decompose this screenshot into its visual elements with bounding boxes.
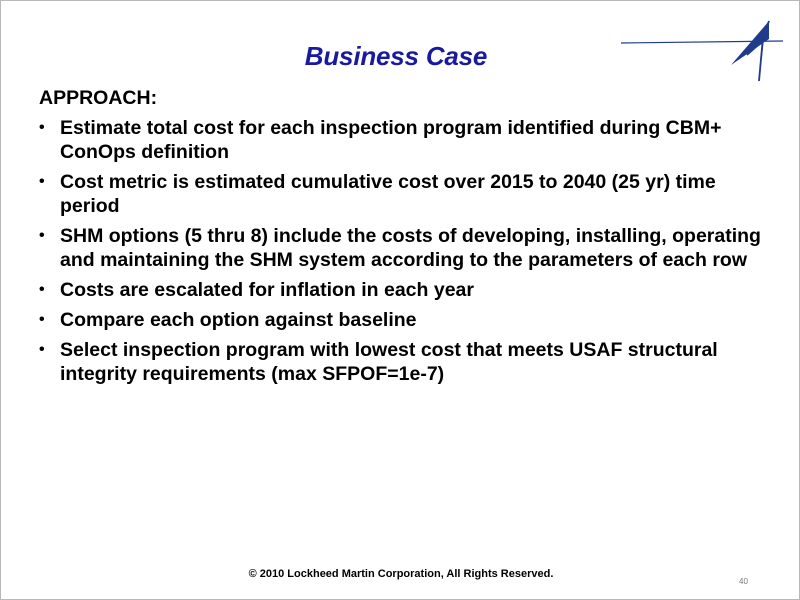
slide-title: Business Case [304, 41, 488, 71]
bullet-text: SHM options (5 thru 8) include the costs of developing, installing, operating and maintaining the SHM system according to the parameters of each row [60, 225, 761, 271]
page-number: 40 [739, 577, 748, 586]
bullet-list [39, 116, 779, 392]
bullet-item [39, 278, 779, 302]
bullet-text: Select inspection program with lowest cost that meets USAF structural integrity requirements (max SFPOF=1e-7) [60, 339, 718, 385]
bullet-item [39, 308, 779, 332]
bullet-dot-icon: • [39, 227, 45, 244]
bullet-item [39, 116, 779, 164]
bullet-item [39, 338, 779, 386]
bullet-text: Estimate total cost for each inspection program identified during CBM+ ConOps definition [60, 117, 722, 163]
bullet-dot-icon: • [39, 281, 45, 298]
copyright-footer: © 2010 Lockheed Martin Corporation, All Rights Reserved. [248, 568, 554, 580]
bullet-dot-icon: • [39, 341, 45, 358]
bullet-dot-icon: • [39, 311, 45, 328]
bullet-text: Cost metric is estimated cumulative cost over 2015 to 2040 (25 yr) time period [60, 171, 716, 217]
bullet-text: Costs are escalated for inflation in each year [60, 279, 474, 301]
bullet-text: Compare each option against baseline [60, 309, 417, 331]
bullet-dot-icon: • [39, 173, 45, 190]
lockheed-star-logo-icon [619, 19, 785, 89]
bullet-item [39, 224, 779, 272]
approach-heading: APPROACH: [39, 87, 158, 109]
bullet-dot-icon: • [39, 119, 45, 136]
bullet-item [39, 170, 779, 218]
